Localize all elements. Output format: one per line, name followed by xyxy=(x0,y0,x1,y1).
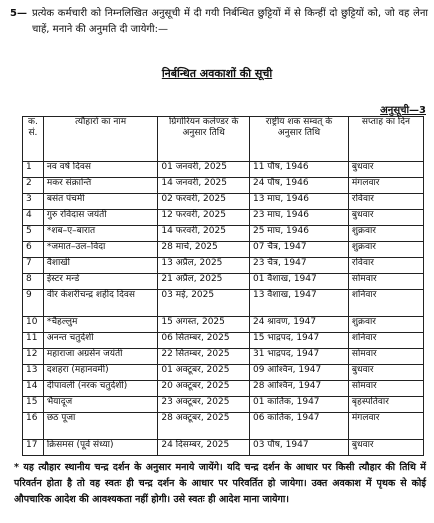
cell-shaka-date: 24 श्रावण, 1947 xyxy=(249,317,348,333)
cell-shaka-date: 09 आश्विन, 1947 xyxy=(249,365,348,381)
table-row xyxy=(23,317,424,333)
cell-serial: 12 xyxy=(23,349,44,365)
cell-festival-name: छठ पूजा xyxy=(43,413,158,440)
table-row xyxy=(23,242,424,258)
table-row xyxy=(23,162,424,178)
cell-weekday: बुधवार xyxy=(348,210,423,226)
cell-serial: 5 xyxy=(23,226,44,242)
cell-festival-name: *चैहल्लुम xyxy=(43,317,158,333)
cell-serial: 2 xyxy=(23,178,44,194)
table-row xyxy=(23,397,424,413)
cell-shaka-date: 13 माघ, 1946 xyxy=(249,194,348,210)
table-row xyxy=(23,349,424,365)
table-row xyxy=(23,194,424,210)
cell-serial: 4 xyxy=(23,210,44,226)
cell-shaka-date: 15 भाद्रपद, 1947 xyxy=(249,333,348,349)
cell-shaka-date: 11 पौष, 1946 xyxy=(249,162,348,178)
cell-gregorian-date: 15 अगस्त, 2025 xyxy=(158,317,250,333)
cell-festival-name: गुरु रविदास जयंती xyxy=(43,210,158,226)
cell-festival-name: मकर संक्रान्ति xyxy=(43,178,158,194)
cell-festival-name: महाराजा अग्रसेन जयंती xyxy=(43,349,158,365)
cell-weekday: रविवार xyxy=(348,194,423,210)
cell-gregorian-date: 24 दिसम्बर, 2025 xyxy=(158,440,250,456)
cell-gregorian-date: 12 फरवरी, 2025 xyxy=(158,210,250,226)
cell-weekday: शुक्रवार xyxy=(348,226,423,242)
cell-weekday: सोमवार xyxy=(348,381,423,397)
cell-festival-name: भैयादूज xyxy=(43,397,158,413)
cell-weekday: सोमवार xyxy=(348,274,423,290)
cell-gregorian-date: 14 जनवरी, 2025 xyxy=(158,178,250,194)
cell-weekday: बृहस्पतिवार xyxy=(348,397,423,413)
cell-shaka-date: 03 पौष, 1947 xyxy=(249,440,348,456)
cell-festival-name: *शब–ए–बारात xyxy=(43,226,158,242)
schedule-label: अनुसूची—3 xyxy=(380,105,426,116)
holiday-table xyxy=(22,116,424,456)
header-gregorian-date: ग्रिगोरियन कलेण्डर के अनुसार तिथि xyxy=(158,117,250,162)
cell-serial: 10 xyxy=(23,317,44,333)
cell-weekday: बुधवार xyxy=(348,440,423,456)
cell-gregorian-date: 13 अप्रैल, 2025 xyxy=(158,258,250,274)
cell-shaka-date: 23 चैत्र, 1947 xyxy=(249,258,348,274)
cell-weekday: शनिवार xyxy=(348,290,423,317)
cell-shaka-date: 25 माघ, 1946 xyxy=(249,226,348,242)
cell-weekday: रविवार xyxy=(348,258,423,274)
cell-serial: 8 xyxy=(23,274,44,290)
cell-festival-name: क्रिसमस (पूर्व संध्या) xyxy=(43,440,158,456)
table-row xyxy=(23,290,424,317)
cell-weekday: शुक्रवार xyxy=(348,317,423,333)
header-shaka-date: राष्ट्रीय शक सम्वत् के अनुसार तिथि xyxy=(249,117,348,162)
table-row xyxy=(23,178,424,194)
cell-gregorian-date: 20 अक्टूबर, 2025 xyxy=(158,381,250,397)
cell-weekday: मंगलवार xyxy=(348,413,423,440)
cell-gregorian-date: 28 अक्टूबर, 2025 xyxy=(158,413,250,440)
paragraph-number: 5— xyxy=(10,8,27,19)
table-row xyxy=(23,413,424,440)
table-row xyxy=(23,210,424,226)
cell-serial: 13 xyxy=(23,365,44,381)
cell-shaka-date: 28 आश्विन, 1947 xyxy=(249,381,348,397)
cell-serial: 1 xyxy=(23,162,44,178)
cell-festival-name: दीपावली (नरक चतुर्दशी) xyxy=(43,381,158,397)
cell-serial: 16 xyxy=(23,413,44,440)
cell-shaka-date: 01 वैशाख, 1947 xyxy=(249,274,348,290)
cell-weekday: बुधवार xyxy=(348,162,423,178)
cell-weekday: सोमवार xyxy=(348,349,423,365)
cell-shaka-date: 23 माघ, 1946 xyxy=(249,210,348,226)
cell-festival-name: नव वर्ष दिवस xyxy=(43,162,158,178)
cell-serial: 7 xyxy=(23,258,44,274)
cell-shaka-date: 24 पौष, 1946 xyxy=(249,178,348,194)
cell-serial: 6 xyxy=(23,242,44,258)
cell-gregorian-date: 21 अप्रैल, 2025 xyxy=(158,274,250,290)
cell-shaka-date: 06 कार्तिक, 1947 xyxy=(249,413,348,440)
cell-gregorian-date: 22 सितम्बर, 2025 xyxy=(158,349,250,365)
paragraph-5 xyxy=(10,6,428,38)
cell-weekday: शुक्रवार xyxy=(348,242,423,258)
cell-shaka-date: 13 वैशाख, 1947 xyxy=(249,290,348,317)
header-festival-name: त्यौहारों का नाम xyxy=(43,117,158,162)
table-row xyxy=(23,258,424,274)
table-row xyxy=(23,365,424,381)
cell-serial: 9 xyxy=(23,290,44,317)
cell-gregorian-date: 01 अक्टूबर, 2025 xyxy=(158,365,250,381)
cell-festival-name: वीर केशरीचन्द्र शहीद दिवस xyxy=(43,290,158,317)
cell-serial: 17 xyxy=(23,440,44,456)
cell-serial: 11 xyxy=(23,333,44,349)
header-weekday: सप्ताह का दिन xyxy=(348,117,423,162)
cell-shaka-date: 31 भाद्रपद, 1947 xyxy=(249,349,348,365)
table-row xyxy=(23,381,424,397)
cell-shaka-date: 01 कार्तिक, 1947 xyxy=(249,397,348,413)
cell-serial: 14 xyxy=(23,381,44,397)
cell-gregorian-date: 23 अक्टूबर, 2025 xyxy=(158,397,250,413)
cell-shaka-date: 07 चैत्र, 1947 xyxy=(249,242,348,258)
cell-gregorian-date: 03 मई, 2025 xyxy=(158,290,250,317)
cell-festival-name: अनन्त चतुर्दशी xyxy=(43,333,158,349)
paragraph-text: प्रत्येक कर्मचारी को निम्नलिखित अनुसूची में दी गयी निर्बन्धित छुट्टियों में से किन्हीं दो छुट्टियों को, जो वह लेना चाहें, मनाने की अनुमति दी जायेगी:— xyxy=(32,8,428,35)
list-title: निर्बन्धित अवकाशों की सूची xyxy=(161,67,273,80)
cell-serial: 15 xyxy=(23,397,44,413)
cell-festival-name: ईस्टर मन्डे xyxy=(43,274,158,290)
cell-festival-name: बसंत पंचमी xyxy=(43,194,158,210)
table-header-row xyxy=(23,117,424,162)
cell-weekday: बुधवार xyxy=(348,365,423,381)
footnote: * यह त्यौहार स्थानीय चन्द्र दर्शन के अनुसार मनाये जायेंगे। यदि चन्द्र दर्शन के आधार पर किसी त्यौहार की तिथि में परिवर्तन होता है तो वह स्वतः ही चन्द्र दर्शन के आधार पर परिवर्तित हो जायेगा। उक्त अवकाश में पृथक से कोई औपचारिक आदेश की आवश्यकता नहीं होगी। उसे स्वतः ही आदेश माना जायेगा। xyxy=(14,462,426,505)
table-row xyxy=(23,274,424,290)
cell-gregorian-date: 06 सितम्बर, 2025 xyxy=(158,333,250,349)
header-serial: क. सं. xyxy=(23,117,44,162)
cell-gregorian-date: 28 मार्च, 2025 xyxy=(158,242,250,258)
cell-weekday: शनिवार xyxy=(348,333,423,349)
cell-serial: 3 xyxy=(23,194,44,210)
cell-festival-name: वैशाखी xyxy=(43,258,158,274)
cell-gregorian-date: 14 फरवरी, 2025 xyxy=(158,226,250,242)
table-row xyxy=(23,333,424,349)
table-row xyxy=(23,440,424,456)
cell-gregorian-date: 01 जनवरी, 2025 xyxy=(158,162,250,178)
cell-weekday: मंगलवार xyxy=(348,178,423,194)
cell-gregorian-date: 02 फरवरी, 2025 xyxy=(158,194,250,210)
cell-festival-name: *जमात–उल–विदा xyxy=(43,242,158,258)
table-row xyxy=(23,226,424,242)
cell-festival-name: दशहरा (महानवमी) xyxy=(43,365,158,381)
